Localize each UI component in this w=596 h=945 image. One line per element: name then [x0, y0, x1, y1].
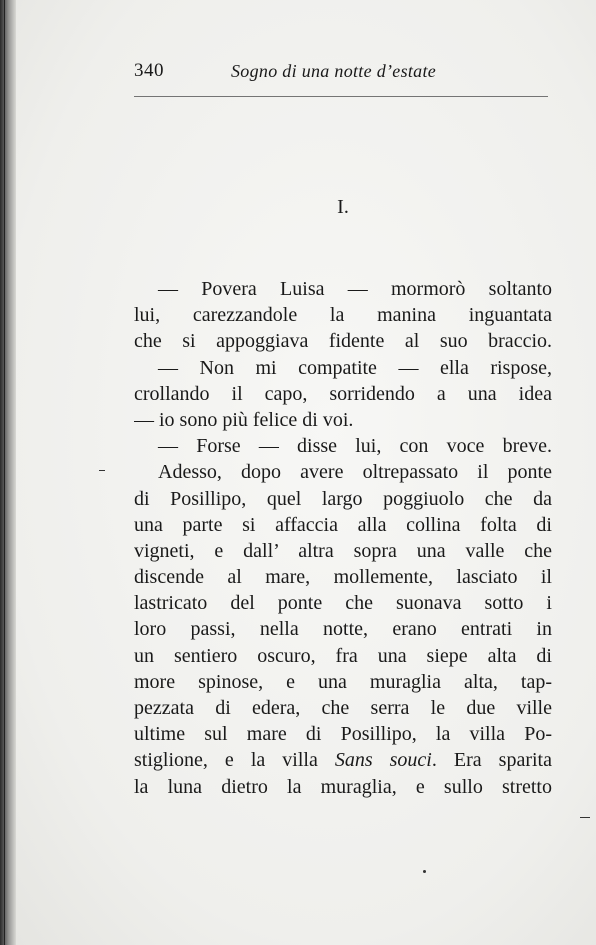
text-line: lui, carezzandole la manina inguantata [134, 304, 552, 327]
page-gutter-shadow [0, 0, 16, 945]
text-line: pezzata di edera, che serra le due ville [134, 697, 552, 719]
page-header [134, 60, 544, 86]
text-line: — Forse — disse lui, con voce breve. [158, 435, 552, 458]
text-line: una parte si affaccia alla collina folta di [134, 513, 552, 536]
text-line: — Povera Luisa — mormorò soltanto [158, 278, 552, 300]
print-speck [580, 817, 590, 818]
text-line: la luna dietro la muraglia, e sullo stretto [134, 775, 552, 798]
body-text [134, 276, 552, 800]
print-speck [99, 470, 105, 471]
text-line: stiglione, e la villa Sans souci. Era sparita [134, 749, 552, 772]
text-line: Adesso, dopo avere oltrepassato il ponte [158, 461, 552, 484]
text-line: che si appoggiava fidente al suo braccio. [134, 330, 552, 353]
binding-edge [4, 0, 5, 945]
villa-name: Sans souci [334, 749, 432, 772]
print-speck [423, 870, 426, 873]
text-line: discende al mare, mollemente, lasciato il [134, 566, 552, 589]
text-line: vigneti, e dall’ altra sopra una valle che [134, 539, 552, 562]
text-line: loro passi, nella notte, erano entrati in [134, 618, 552, 641]
text-line: di Posillipo, quel largo poggiuolo che da [134, 487, 552, 510]
header-rule [134, 96, 548, 97]
text-line: — io sono più felice di voi. [134, 408, 354, 431]
page-number: 340 [134, 60, 164, 81]
text-line: lastricato del ponte che suonava sotto i [134, 592, 552, 615]
text-line: more spinose, e una muraglia alta, tap- [134, 670, 552, 693]
text-line: un sentiero oscuro, fra una siepe alta di [134, 644, 552, 667]
text-line: — Non mi compatite — ella rispose, [158, 356, 552, 379]
chapter-number: I. [337, 196, 349, 218]
text-line: ultime sul mare di Posillipo, la villa Po- [134, 723, 552, 746]
text-line: crollando il capo, sorridendo a una idea [134, 382, 552, 405]
running-title: Sogno di una notte d’estate [231, 61, 437, 81]
